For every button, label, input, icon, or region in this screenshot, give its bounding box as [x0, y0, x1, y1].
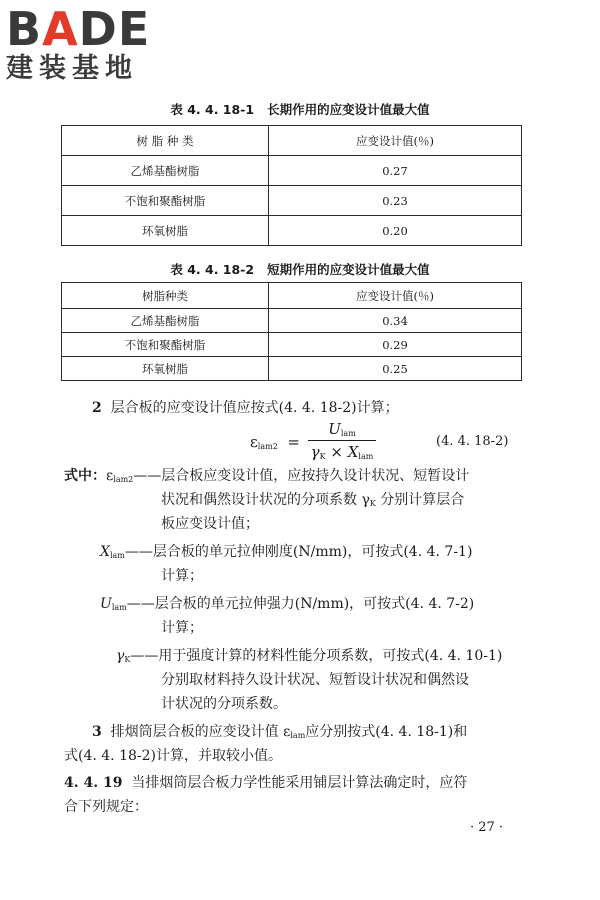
where-u-text: 层合板的单元拉伸强力(N/mm)，可按式(4. 4. 7-2) [154, 596, 475, 612]
formula-equals: = [287, 433, 300, 451]
where-gamma-line3: 计状况的分项系数。 [161, 696, 287, 712]
logo-letters-de: DE [78, 2, 151, 56]
where-u-sub: lam [111, 603, 127, 612]
where-u-line2: 计算； [161, 620, 203, 636]
table-cell: 0.34 [269, 309, 522, 333]
where-gamma-line1 [116, 646, 502, 670]
table-cell: 不饱和聚酯树脂 [62, 333, 269, 357]
formula-gamma: γ [310, 443, 320, 461]
bade-logo [6, 2, 181, 88]
where-epsilon-line3: 板应变设计值； [161, 516, 259, 532]
logo-subtitle: 建装基地 [6, 53, 138, 84]
formula-numerator [308, 420, 376, 438]
formula-label: (4. 4. 18-2) [436, 434, 509, 449]
formula-times: × [330, 443, 343, 461]
formula-x: X [347, 443, 359, 461]
table2-caption-number: 表 4. 4. 18-2 [170, 262, 255, 277]
where-dash: —— [130, 648, 159, 664]
where-prefix: 式中： [64, 468, 106, 484]
table-header-cell: 应变设计值(％) [269, 126, 522, 156]
table-cell: 0.29 [269, 333, 522, 357]
where-gamma-text: 用于强度计算的材料性能分项系数，可按式(4. 4. 10-1) [158, 648, 503, 664]
where-gamma-line2: 分别取材料持久设计状况、短暂设计状况和偶然设 [161, 672, 469, 688]
table-row [62, 357, 522, 381]
item3-line1 [92, 722, 467, 746]
formula-x-sub: lam [358, 452, 374, 461]
where-gamma-sub: K [369, 499, 376, 508]
table1-caption [0, 100, 600, 118]
formula-gamma-sub: K [319, 452, 326, 461]
item3-text: 应分别按式(4. 4. 18-1)和 [305, 724, 468, 740]
table1-caption-number: 表 4. 4. 18-1 [170, 102, 255, 117]
table-cell: 乙烯基酯树脂 [62, 309, 269, 333]
table-cell: 环氧树脂 [62, 216, 269, 246]
table-header-cell: 树 脂 种 类 [62, 126, 269, 156]
where-epsilon-text: 层合板应变设计值，应按持久设计状况、短暂设计 [161, 468, 470, 484]
formula-u: U [328, 420, 341, 438]
where-dash: —— [133, 468, 162, 484]
where-x-sub: lam [109, 551, 125, 560]
where-x-line2: 计算； [161, 568, 203, 584]
table-row [62, 333, 522, 357]
where-u-line1 [100, 594, 474, 618]
logo-wordmark [6, 2, 181, 56]
where-epsilon-text: 分别计算层合 [375, 492, 465, 508]
item2-number: 2 [92, 400, 102, 416]
clause-text: 当排烟筒层合板力学性能采用铺层计算法确定时，应符 [131, 775, 468, 791]
where-epsilon-text: 状况和偶然设计状况的分项系数 γ [161, 492, 370, 508]
table1 [61, 125, 522, 246]
clause-4-4-19-line1 [64, 773, 467, 793]
table-row [62, 156, 522, 186]
table1-caption-title: 长期作用的应变设计值最大值 [267, 102, 430, 117]
table-row [62, 216, 522, 246]
formula-fraction-bar [308, 440, 376, 441]
where-gamma-symbol: γ [116, 648, 125, 664]
where-x-text: 层合板的单元拉伸刚度(N/mm)，可按式(4. 4. 7-1) [152, 544, 473, 560]
clause-number: 4. 4. 19 [64, 775, 123, 791]
table-row [62, 186, 522, 216]
logo-letter-b: B [6, 2, 43, 56]
where-epsilon-line1 [64, 466, 469, 490]
formula-lhs [250, 432, 300, 457]
table2-caption [0, 260, 600, 278]
table2-caption-title: 短期作用的应变设计值最大值 [267, 262, 430, 277]
table-cell: 环氧树脂 [62, 357, 269, 381]
table-header-cell: 应变设计值(％) [269, 283, 522, 309]
table2 [61, 282, 522, 381]
formula-u-sub: lam [340, 429, 356, 438]
formula-epsilon: ε [250, 433, 258, 451]
where-epsilon-sub: lam2 [113, 475, 134, 484]
where-u-symbol: U [100, 596, 112, 612]
page-number: · 27 · [470, 820, 504, 835]
where-dash: —— [126, 596, 155, 612]
formula-denominator [308, 443, 376, 461]
item3-number: 3 [92, 724, 102, 740]
table-cell: 0.23 [269, 186, 522, 216]
table-cell: 0.25 [269, 357, 522, 381]
item3-text: 排烟筒层合板的应变设计值 ε [110, 724, 291, 740]
logo-letter-a: A [42, 2, 79, 56]
table-row [62, 283, 522, 309]
table-header-cell: 树脂种类 [62, 283, 269, 309]
clause-4-4-19-line2: 合下列规定： [64, 799, 148, 815]
where-x-symbol: X [100, 544, 110, 560]
formula-fraction [308, 420, 376, 461]
table-row [62, 309, 522, 333]
table-cell: 0.20 [269, 216, 522, 246]
table-cell: 0.27 [269, 156, 522, 186]
item2-text: 层合板的应变设计值应按式(4. 4. 18-2)计算； [110, 400, 399, 416]
item2-paragraph [92, 398, 399, 418]
where-epsilon-symbol: ε [106, 468, 114, 484]
where-gamma-sub: K [124, 655, 131, 664]
table-cell: 乙烯基酯树脂 [62, 156, 269, 186]
formula-lhs-sub: lam2 [257, 442, 278, 451]
item3-line2: 式(4. 4. 18-2)计算，并取较小值。 [64, 748, 282, 764]
table-cell: 不饱和聚酯树脂 [62, 186, 269, 216]
table-row [62, 126, 522, 156]
item3-epsilon-sub: lam [290, 731, 306, 740]
where-epsilon-line2 [161, 490, 464, 514]
where-x-line1 [100, 542, 472, 566]
where-dash: —— [124, 544, 153, 560]
